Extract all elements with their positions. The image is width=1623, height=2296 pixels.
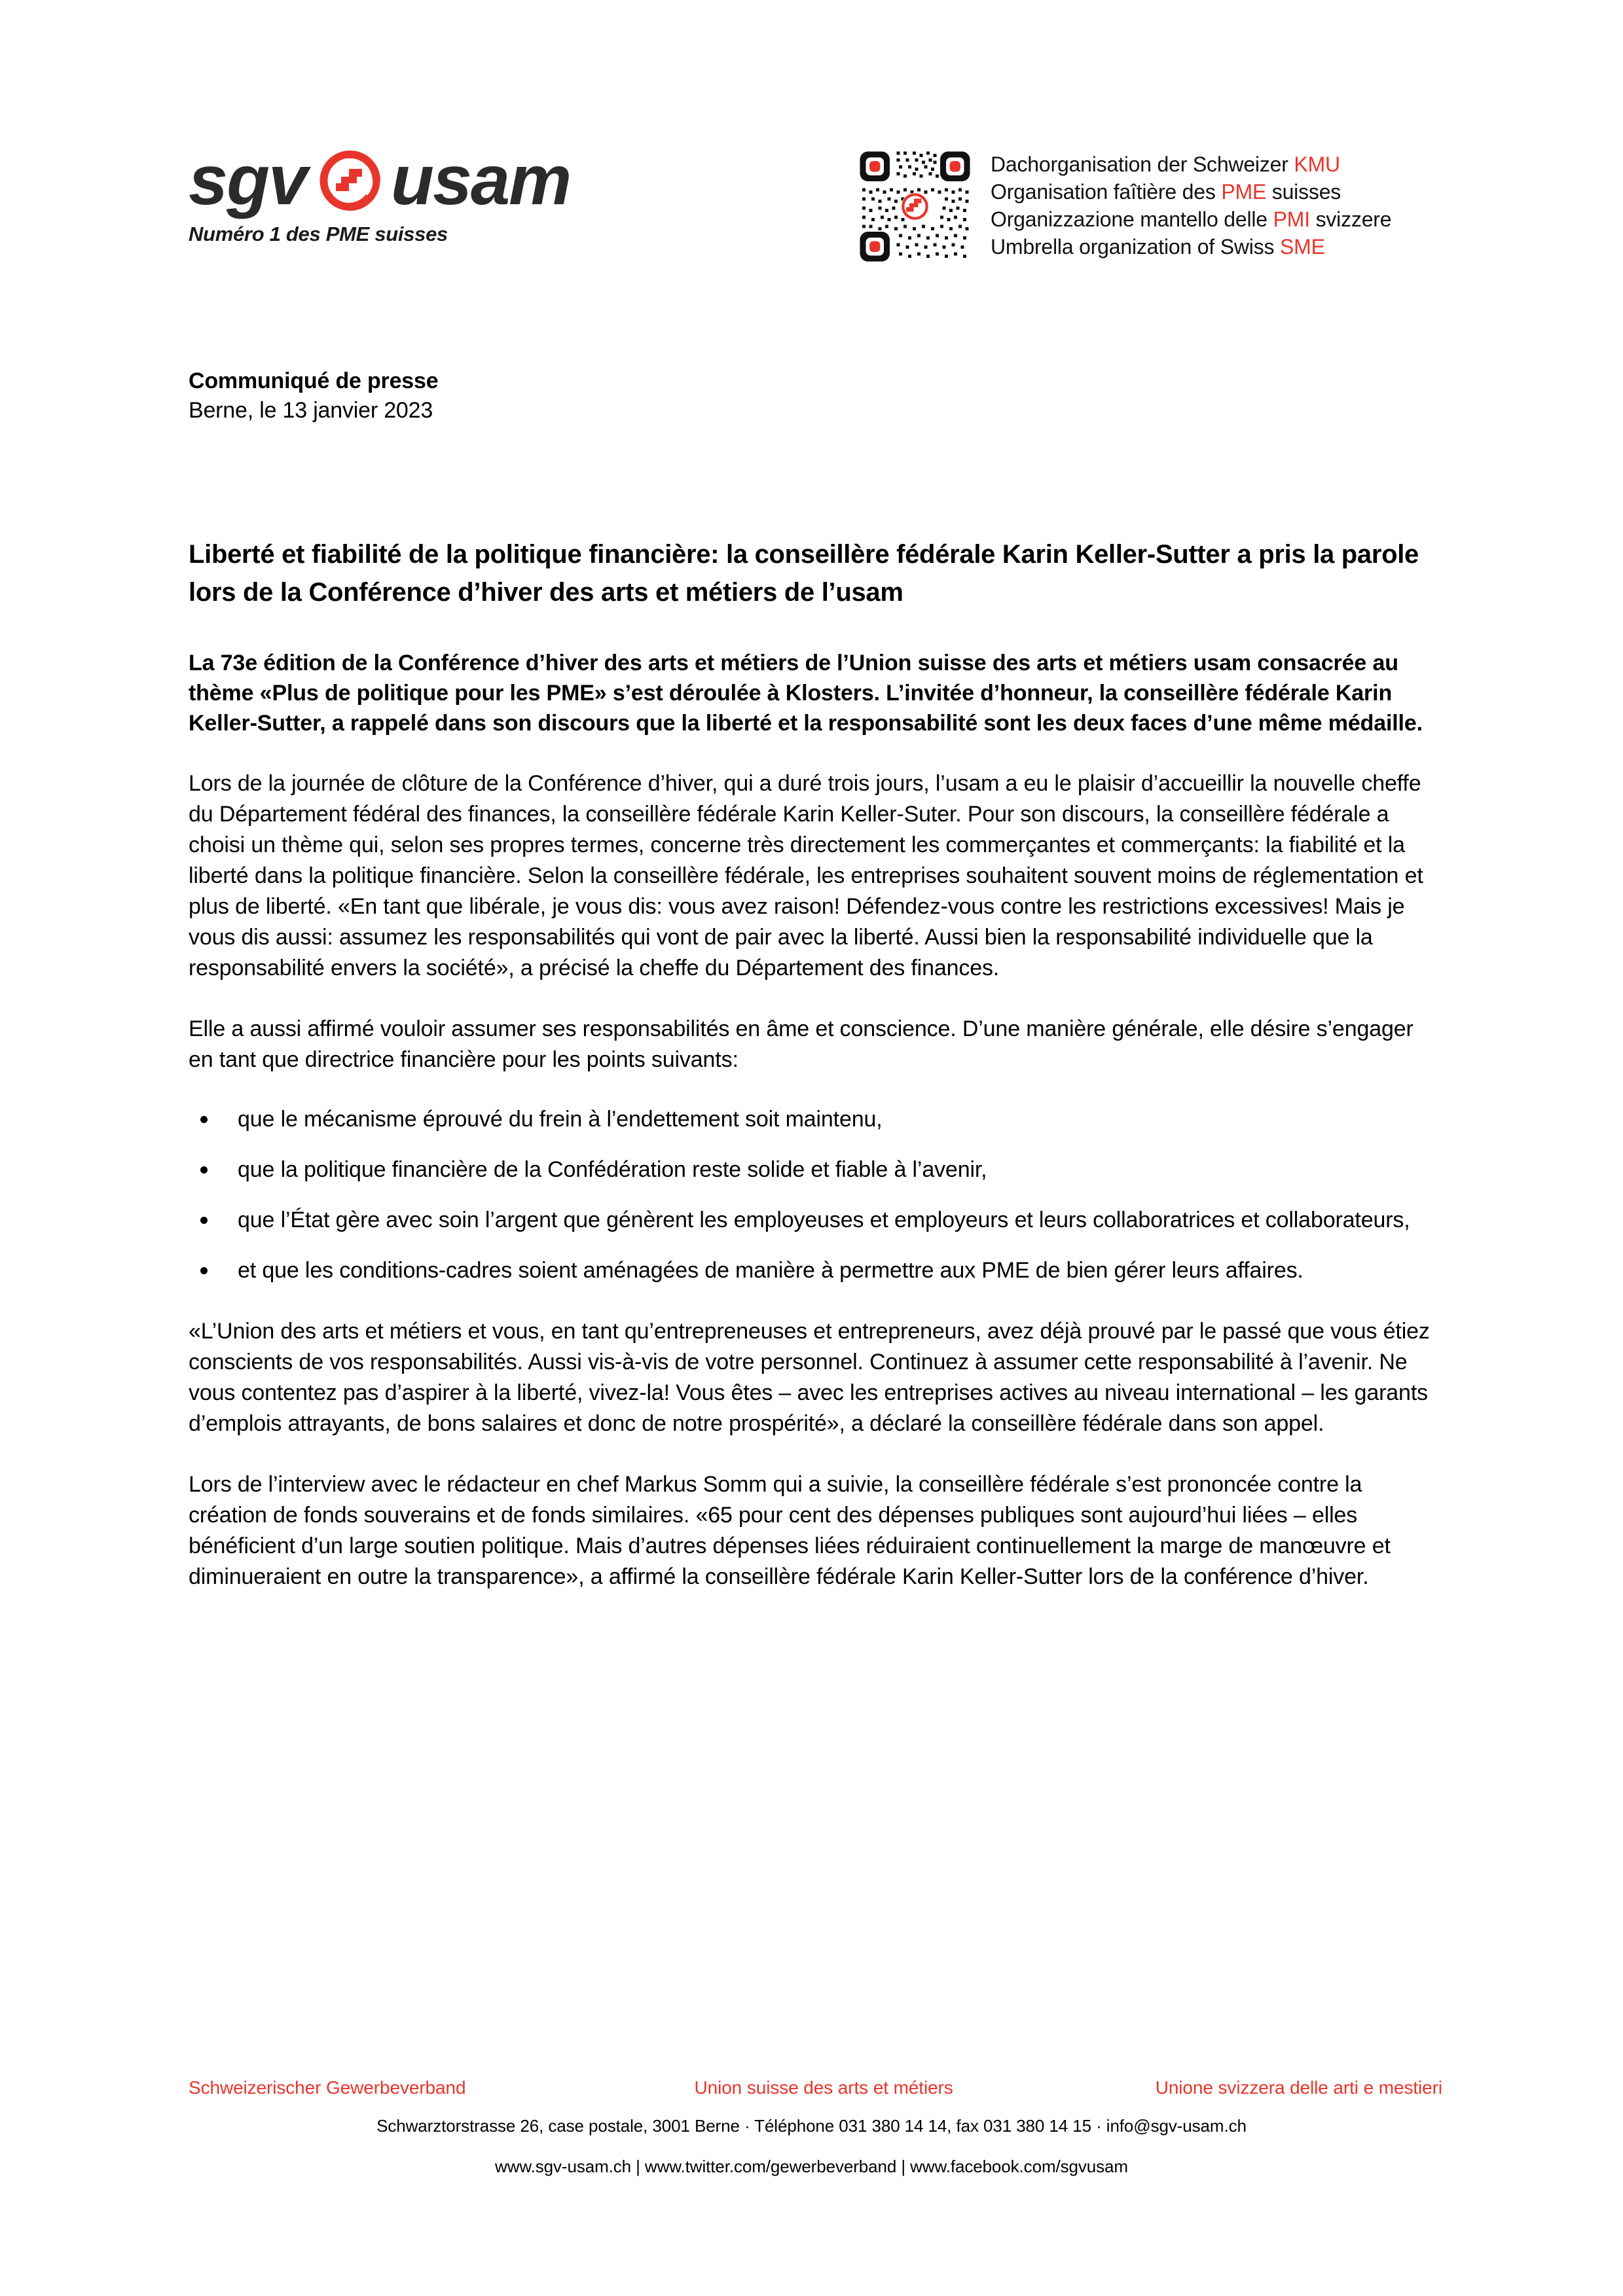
- footer-address: Schwarztorstrasse 26, case postale, 3001 Berne · Téléphone 031 380 14 14, fax 031 380 14 15 · info@sgv-usam.ch: [376, 2116, 1247, 2136]
- document-header: [0, 137, 1623, 281]
- lead-paragraph: La 73e édition de la Conférence d’hiver des arts et métiers de l’Union suisse des arts et métiers usam consacrée au thème «Plus de politique pour les PME» s’est déroulée à Klosters. L’invitée d’honneur, la conseillère fédérale Karin Keller-Sutter, a rappelé dans son discours que la liberté et la responsabilité sont les deux faces d’une même médaille.: [189, 651, 1423, 736]
- page-title: Liberté et fiabilité de la politique financière: la conseillère fédérale Karin Keller-Sutter a pris la parole lors de la Conférence d’hiver des arts et métiers de l’usam: [189, 540, 1419, 607]
- list-item: [189, 1155, 1436, 1185]
- organization-taglines: [991, 149, 1391, 260]
- list-item-label: que la politique financière de la Confédération reste solide et fiable à l’avenir,: [238, 1157, 987, 1182]
- org-line-de-text: Dachorganisation der Schweizer: [991, 152, 1294, 176]
- swiss-cross-emblem-icon: [314, 144, 387, 216]
- org-line-it-tail: svizzere: [1309, 207, 1392, 231]
- commitments-list: [189, 1104, 1436, 1286]
- bullet-dot-icon: [200, 1166, 208, 1174]
- document-footer: [0, 2077, 1623, 2179]
- document-dateline: Berne, le 13 janvier 2023: [189, 398, 433, 423]
- org-line-en-highlight: SME: [1280, 235, 1325, 259]
- list-item: [189, 1104, 1436, 1135]
- org-line-fr-highlight: PME: [1221, 180, 1267, 204]
- bullet-dot-icon: [200, 1217, 208, 1224]
- logo-text-sgv: sgv: [189, 140, 307, 219]
- org-line-fr-text: Organisation faîtière des: [991, 180, 1222, 204]
- body-paragraph-1: Lors de la journée de clôture de la Conférence d’hiver, qui a duré trois jours, l’usam a eu le plaisir d’accueillir la nouvelle cheffe du Département fédéral des finances, la conseillère fédérale Karin Keller-Suter. Pour son discours, la conseillère fédérale a choisi un thème qui, selon ses propres termes, concerne très directement les commerçantes et commerçants: la fiabilité et la liberté dans la politique financière. Selon la conseillère fédérale, les entreprises souhaitent souvent moins de réglementation et plus de liberté. «En tant que libérale, je vous dis: vous avez raison! Défendez-vous contre les restrictions excessives! Mais je vous dis aussi: assumez les responsabilités qui vont de pair avec la liberté. Aussi bien la responsabilité individuelle que la responsabilité envers la société», a précisé la cheffe du Département des finances.: [189, 771, 1423, 980]
- org-line-it: [991, 206, 1391, 233]
- logo-tagline: Numéro 1 des PME suisses: [189, 223, 448, 245]
- footer-name-de: Schweizerischer Gewerbeverband: [189, 2077, 466, 2098]
- org-line-it-highlight: PMI: [1273, 207, 1310, 231]
- list-item-label: que l’État gère avec soin l’argent que génèrent les employeuses et employeurs et leurs collaboratrices et collaborateurs,: [238, 1208, 1410, 1232]
- document-body: [189, 367, 1436, 1615]
- body-paragraph-2: Elle a aussi affirmé vouloir assumer ses responsabilités en âme et conscience. D’une manière générale, elle désire s’engager en tant que directrice financière pour les points suivants:: [189, 1016, 1413, 1072]
- org-line-de-highlight: KMU: [1294, 152, 1340, 176]
- sgv-usam-logo: [189, 140, 594, 246]
- bullet-dot-icon: [200, 1267, 208, 1274]
- logo-wordmark: [189, 140, 594, 219]
- bullet-dot-icon: [200, 1116, 208, 1123]
- logo-text-usam: usam: [391, 140, 571, 219]
- list-item-label: et que les conditions-cadres soient aménagées de manière à permettre aux PME de bien gérer leurs affaires.: [238, 1258, 1304, 1283]
- list-item: [189, 1255, 1436, 1286]
- footer-language-names: [189, 2077, 1442, 2098]
- org-line-fr-tail: suisses: [1266, 180, 1341, 204]
- document-kicker: Communiqué de presse: [189, 368, 439, 393]
- org-line-it-text: Organizzazione mantello delle: [991, 207, 1273, 231]
- org-line-de: [991, 151, 1391, 178]
- body-paragraph-4: Lors de l’interview avec le rédacteur en chef Markus Somm qui a suivie, la conseillère fédérale s’est prononcée contre la création de fonds souverains et de fonds similaires. «65 pour cent des dépenses publiques sont aujourd’hui liées – elles bénéficient d’un large soutien politique. Mais d’autres dépenses liées réduiraient continuellement la marge de manœuvre et diminueraient en outre la transparence», a affirmé la conseillère fédérale Karin Keller-Sutter lors de la conférence d’hiver.: [189, 1472, 1391, 1589]
- list-item: [189, 1205, 1436, 1236]
- footer-name-fr: Union suisse des arts et métiers: [694, 2077, 953, 2098]
- body-paragraph-3: «L’Union des arts et métiers et vous, en tant qu’entrepreneuses et entrepreneurs, avez déjà prouvé par le passé que vous étiez conscients de vos responsabilités. Aussi vis-à-vis de votre personnel. Continuez à assumer cette responsabilité à l’avenir. Ne vous contentez pas d’aspirer à la liberté, vivez-la! Vous êtes – avec les entreprises actives au niveau international – les garants d’emplois attrayants, de bons salaires et donc de notre prospérité», a déclaré la conseillère fédérale dans son appel.: [189, 1319, 1430, 1436]
- org-line-en: [991, 233, 1391, 260]
- footer-name-it: Unione svizzera delle arti e mestieri: [1155, 2077, 1442, 2098]
- qr-code-icon: [858, 149, 972, 264]
- footer-links[interactable]: www.sgv-usam.ch | www.twitter.com/gewerbeverband | www.facebook.com/sgvusam: [495, 2157, 1128, 2176]
- org-line-fr: [991, 178, 1391, 206]
- organization-identity-block: [858, 149, 1391, 264]
- org-line-en-text: Umbrella organization of Swiss: [991, 235, 1280, 259]
- list-item-label: que le mécanisme éprouvé du frein à l’endettement soit maintenu,: [238, 1107, 883, 1132]
